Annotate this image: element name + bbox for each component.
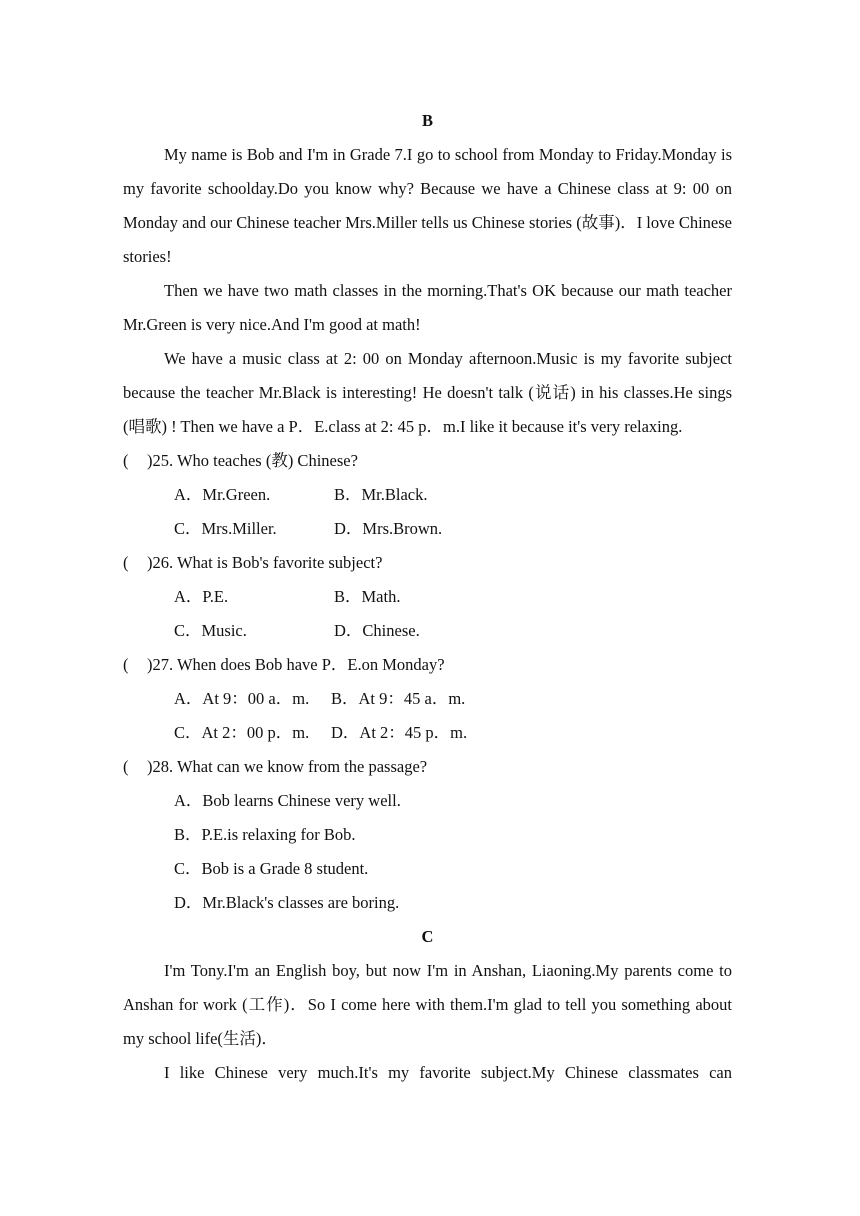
question-25 bbox=[123, 444, 732, 478]
option-d: D．At 2：45 p．m. bbox=[331, 723, 468, 742]
question-27-options-row-1 bbox=[123, 682, 732, 716]
question-25-options-row-2 bbox=[123, 512, 732, 546]
option-a: A．At 9：00 a．m. bbox=[174, 689, 310, 708]
question-26-options-row-1 bbox=[123, 580, 732, 614]
question-text: )25. Who teaches (教) Chinese? bbox=[147, 451, 358, 470]
answer-blank[interactable]: ( bbox=[123, 757, 129, 776]
answer-blank[interactable]: ( bbox=[123, 655, 129, 674]
document-content bbox=[123, 104, 732, 1090]
option-d: D．Chinese. bbox=[334, 621, 420, 640]
option-b: B．At 9：45 a．m. bbox=[331, 689, 466, 708]
section-c-heading: C bbox=[421, 927, 434, 946]
option-c: C．Mrs.Miller. bbox=[174, 519, 277, 538]
option-c: C．Bob is a Grade 8 student. bbox=[174, 859, 369, 878]
section-b-paragraph-2: Then we have two math classes in the morning.That's OK because our math teacher Mr.Green is very nice.And I'm good at math! bbox=[123, 281, 732, 334]
option-b: B．Math. bbox=[334, 587, 401, 606]
section-b-paragraph-1: My name is Bob and I'm in Grade 7.I go to school from Monday to Friday.Monday is my favorite schoolday.Do you know why? Because we have a Chinese class at 9: 00 on Monday and our Chinese teacher Mrs.Miller tells us Chinese stories (故事)．I love Chinese stories! bbox=[123, 145, 733, 266]
question-text: )26. What is Bob's favorite subject? bbox=[147, 553, 383, 572]
option-c: C．Music. bbox=[174, 621, 247, 640]
question-28 bbox=[123, 750, 732, 784]
section-c-paragraph-1: I'm Tony.I'm an English boy, but now I'm in Anshan, Liaoning.My parents come to Anshan for work (工作)．So I come here with them.I'm glad to tell you something about my school life(生活)． bbox=[123, 961, 732, 1048]
section-b-heading: B bbox=[421, 111, 433, 130]
option-b: B．P.E.is relaxing for Bob. bbox=[174, 825, 356, 844]
question-27-options-row-2 bbox=[123, 716, 732, 750]
option-a: A．Mr.Green. bbox=[174, 485, 271, 504]
answer-blank[interactable]: ( bbox=[123, 451, 129, 470]
question-27 bbox=[123, 648, 732, 682]
option-d: D．Mr.Black's classes are boring. bbox=[174, 893, 400, 912]
question-26 bbox=[123, 546, 732, 580]
option-a: A．P.E. bbox=[174, 587, 229, 606]
option-b: B．Mr.Black. bbox=[334, 485, 428, 504]
section-c-paragraph-2: I like Chinese very much.It's my favorite subject.My Chinese classmates can bbox=[164, 1063, 732, 1082]
answer-blank[interactable]: ( bbox=[123, 553, 129, 572]
section-b-paragraph-3: We have a music class at 2: 00 on Monday afternoon.Music is my favorite subject because the teacher Mr.Black is interesting! He doesn't talk (说话) in his classes.He sings (唱歌) ! Then we have a P．E.class at 2: 45 p．m.I like it because it's very relaxing. bbox=[123, 349, 732, 436]
option-a: A．Bob learns Chinese very well. bbox=[174, 791, 401, 810]
question-text: )27. When does Bob have P．E.on Monday? bbox=[147, 655, 445, 674]
question-text: )28. What can we know from the passage? bbox=[147, 757, 428, 776]
question-26-options-row-2 bbox=[123, 614, 732, 648]
option-d: D．Mrs.Brown. bbox=[334, 519, 443, 538]
question-25-options-row-1 bbox=[123, 478, 732, 512]
option-c: C．At 2：00 p．m. bbox=[174, 723, 310, 742]
